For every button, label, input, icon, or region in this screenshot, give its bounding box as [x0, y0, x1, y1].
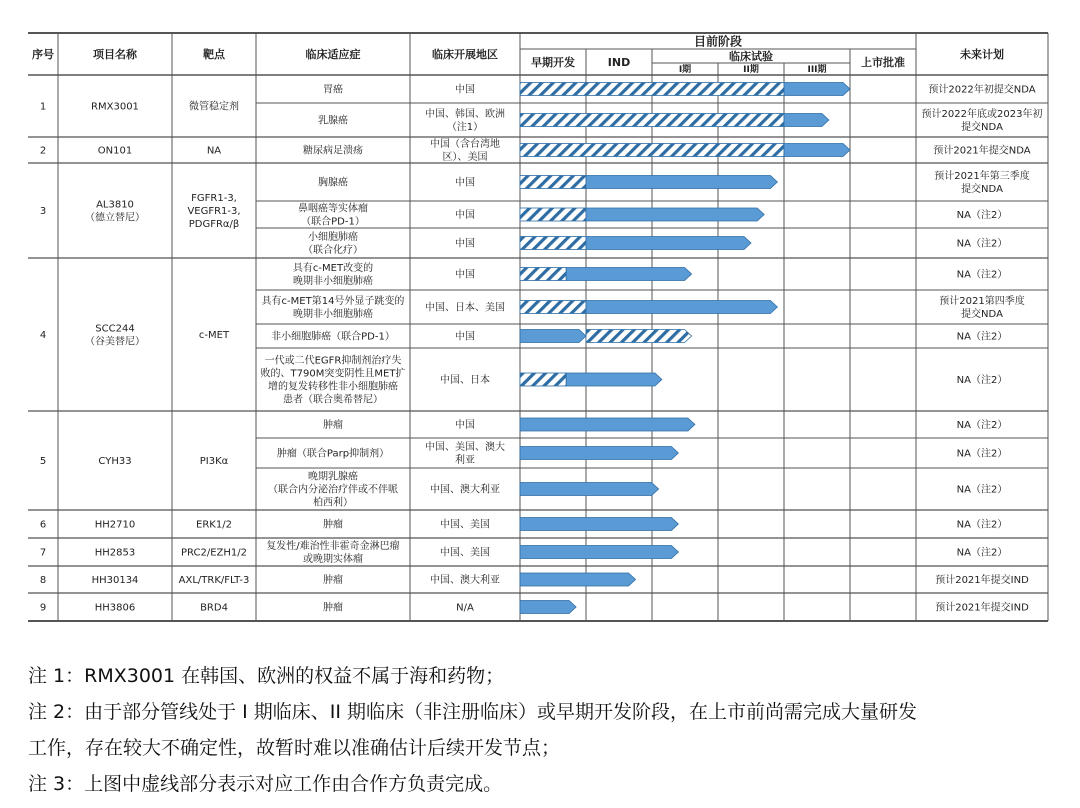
- future-plan-cell: 预计2021年第三季度提交NDA: [934, 171, 1030, 196]
- partner-progress-bar: [520, 373, 566, 386]
- project-name: ON101: [97, 145, 133, 157]
- indication-cell: 胸腺癌: [318, 177, 348, 189]
- progress-bar: [520, 447, 678, 460]
- future-plan-cell: NA（注2）: [956, 519, 1008, 531]
- region-cell: 中国: [455, 210, 475, 222]
- note-2: 注 2：由于部分管线处于 I 期临床、II 期临床（非注册临床）或早期开发阶段，在上市前尚需完成大量研发: [28, 701, 918, 723]
- region-cell: 中国: [455, 420, 475, 432]
- project-name: HH2853: [94, 547, 136, 559]
- indication-cell: 具有c-MET第14号外显子跳变的晚期非小细胞肺癌: [261, 296, 405, 321]
- region-cell: 中国: [455, 269, 475, 281]
- future-plan-cell: NA（注2）: [956, 331, 1008, 343]
- project-name: AL3810 （德立替尼）: [85, 199, 145, 224]
- indication-cell: 晚期乳腺癌（联合内分泌治疗伴或不伴哌柏西利）: [268, 471, 398, 509]
- future-plan-cell: NA（注2）: [956, 448, 1008, 460]
- col-header-name: 项目名称: [93, 47, 137, 61]
- indication-cell: 肿瘤: [323, 519, 343, 531]
- indication-cell: 非小细胞肺癌（联合PD-1）: [271, 331, 395, 343]
- progress-bar: [520, 601, 576, 614]
- future-plan-cell: 预计2021年提交NDA: [933, 145, 1031, 157]
- partner-progress-bar: [520, 144, 784, 157]
- future-plan-cell: NA（注2）: [956, 269, 1008, 281]
- region-cell: 中国、美国: [440, 519, 490, 531]
- progress-bar: [520, 330, 586, 343]
- progress-bar: [520, 518, 678, 531]
- col-header-phase-3: III期: [807, 65, 827, 76]
- indication-cell: 糖尿病足溃疡: [303, 145, 363, 157]
- progress-bar: [586, 208, 764, 221]
- project-number: 1: [39, 101, 47, 113]
- future-plan-cell: NA（注2）: [956, 238, 1008, 250]
- project-name: HH3806: [94, 602, 136, 614]
- project-target: ERK1/2: [196, 519, 232, 531]
- col-header-ind: IND: [607, 55, 631, 69]
- partner-progress-bar: [520, 176, 586, 189]
- progress-bar: [784, 114, 829, 127]
- project-target: AXL/TRK/FLT-3: [178, 575, 250, 587]
- future-plan-cell: 预计2021年提交IND: [935, 575, 1029, 587]
- project-number: 4: [39, 330, 47, 342]
- region-cell: 中国、韩国、欧洲（注1）: [425, 109, 505, 134]
- future-plan-cell: NA（注2）: [956, 484, 1008, 496]
- col-header-current-stage: 目前阶段: [693, 34, 743, 49]
- region-cell: N/A: [456, 602, 474, 614]
- partner-progress-bar: [520, 208, 586, 221]
- col-header-phase-1: I期: [678, 65, 692, 76]
- future-plan-cell: 预计2021第四季度提交NDA: [939, 296, 1025, 321]
- indication-cell: 具有c-MET改变的晚期非小细胞肺癌: [292, 263, 374, 288]
- col-header-approval: 上市批准: [861, 55, 905, 69]
- indication-cell: 肿瘤: [323, 575, 343, 587]
- project-target: c-MET: [198, 330, 230, 342]
- col-header-early-dev: 早期开发: [531, 55, 575, 69]
- project-name: HH2710: [94, 519, 136, 531]
- project-target: FGFR1-3, VEGFR1-3, PDGFRα/β: [187, 193, 241, 231]
- project-number: 3: [39, 206, 47, 218]
- region-cell: 中国、澳大利亚: [430, 575, 500, 587]
- indication-cell: 肿瘤（联合Parp抑制剂）: [276, 448, 390, 460]
- col-header-indication: 临床适应症: [305, 47, 361, 61]
- indication-cell: 复发性/难治性非霍奇金淋巴瘤或晚期实体瘤: [266, 541, 400, 566]
- project-name: SCC244 （谷美替尼）: [85, 323, 145, 348]
- col-header-target: 靶点: [203, 47, 225, 61]
- indication-cell: 肿瘤: [323, 420, 343, 432]
- project-target: PI3Kα: [199, 456, 229, 468]
- region-cell: 中国、美国: [440, 547, 490, 559]
- progress-bar: [520, 418, 695, 431]
- project-name: RMX3001: [91, 101, 139, 113]
- indication-cell: 乳腺癌: [318, 115, 348, 127]
- progress-bar: [586, 176, 777, 189]
- region-cell: 中国、美国、澳大利亚: [425, 442, 505, 467]
- progress-bar: [520, 483, 659, 496]
- indication-cell: 胃癌: [323, 84, 343, 96]
- partner-progress-bar: [520, 114, 784, 127]
- project-number: 8: [39, 575, 47, 587]
- region-cell: 中国、日本、美国: [425, 302, 505, 314]
- future-plan-cell: NA（注2）: [956, 375, 1008, 387]
- indication-cell: 肿瘤: [323, 602, 343, 614]
- progress-bar: [586, 237, 751, 250]
- progress-bar: [520, 573, 636, 586]
- future-plan-cell: 预计2022年底或2023年初提交NDA: [921, 109, 1043, 134]
- project-name: HH30134: [91, 575, 139, 587]
- region-cell: 中国、澳大利亚: [430, 484, 500, 496]
- region-cell: 中国、日本: [440, 375, 490, 387]
- indication-cell: 小细胞肺癌（联合化疗）: [303, 232, 363, 257]
- indication-cell: 鼻咽癌等实体瘤（联合PD-1）: [298, 203, 368, 228]
- progress-bar: [520, 546, 678, 559]
- future-plan-cell: NA（注2）: [956, 420, 1008, 432]
- col-header-no: 序号: [32, 47, 54, 61]
- project-target: BRD4: [200, 602, 228, 614]
- partner-progress-bar: [586, 330, 692, 343]
- col-header-clinical-trial: 临床试验: [729, 49, 773, 63]
- note-3: 注 3：上图中虚线部分表示对应工作由合作方负责完成。: [28, 773, 503, 795]
- region-cell: 中国: [455, 331, 475, 343]
- region-cell: 中国: [455, 238, 475, 250]
- region-cell: 中国: [455, 84, 475, 96]
- project-number: 6: [39, 519, 47, 531]
- footnotes: [28, 658, 1068, 802]
- future-plan-cell: 预计2021年提交IND: [935, 602, 1029, 614]
- future-plan-cell: NA（注2）: [956, 547, 1008, 559]
- project-number: 7: [39, 547, 47, 559]
- col-header-future-plan: 未来计划: [960, 47, 1004, 61]
- partner-progress-bar: [520, 268, 566, 281]
- progress-bar: [566, 373, 662, 386]
- indication-cell: 一代或二代EGFR抑制剂治疗失败的、T790M突变阴性且MET扩增的复发转移性非小细胞肺癌患者（联合奥希替尼）: [260, 355, 406, 406]
- progress-bar: [566, 268, 691, 281]
- progress-bar: [586, 301, 777, 314]
- partner-progress-bar: [520, 301, 586, 314]
- project-target: PRC2/EZH1/2: [181, 547, 247, 559]
- partner-progress-bar: [520, 237, 586, 250]
- note-2-continued: 工作，存在较大不确定性，故暂时难以准确估计后续开发节点；: [28, 737, 561, 759]
- progress-bar: [784, 144, 850, 157]
- project-number: 2: [39, 145, 47, 157]
- project-number: 5: [39, 456, 47, 468]
- progress-bar: [784, 83, 850, 96]
- region-cell: 中国（含台湾地区）、美国: [430, 139, 500, 164]
- project-target: 微管稳定剂: [189, 101, 239, 113]
- project-number: 9: [39, 602, 47, 614]
- col-header-region: 临床开展地区: [432, 47, 498, 61]
- future-plan-cell: NA（注2）: [956, 210, 1008, 222]
- future-plan-cell: 预计2022年初提交NDA: [928, 84, 1036, 96]
- project-target: NA: [206, 145, 222, 157]
- partner-progress-bar: [520, 83, 784, 96]
- project-name: CYH33: [98, 456, 132, 468]
- col-header-phase-2: II期: [743, 65, 759, 76]
- note-1: 注 1：RMX3001 在韩国、欧洲的权益不属于海和药物；: [28, 665, 505, 687]
- region-cell: 中国: [455, 177, 475, 189]
